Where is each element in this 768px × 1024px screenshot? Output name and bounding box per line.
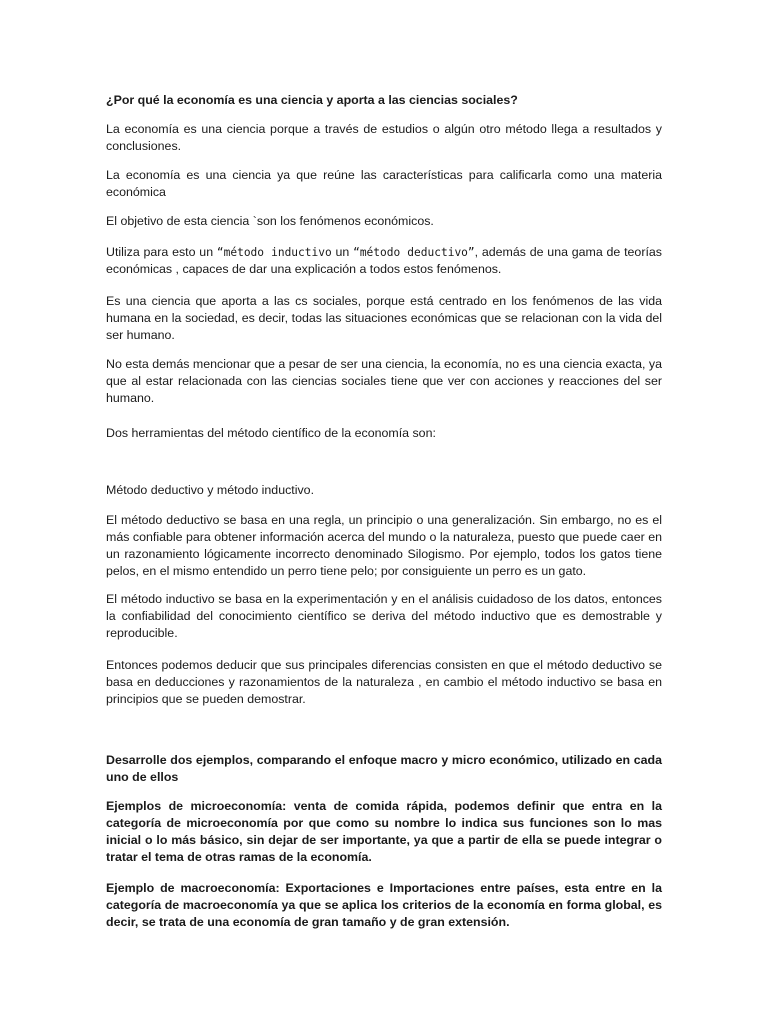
- paragraph-deductive-method: El método deductivo se basa en una regla, un principio o una generalización. Sin embargo, no es el más confiable para obtener información acerca del mundo o la naturaleza, puesto que puede caer en un razonamiento lógicamente incorrecto denominado Silogismo. Por ejemplo, todos los gatos tiene pelos, en el mismo entendido un perro tiene pelo; por consiguiente un perro es un gato.: [106, 513, 662, 578]
- paragraph-differences: Entonces podemos deducir que sus principales diferencias consisten en que el método deductivo se basa en deducciones y razonamientos de la naturaleza , en cambio el método inductivo se basa en principios que se pueden demostrar.: [106, 658, 662, 706]
- paragraph-social-sciences: Es una ciencia que aporta a las cs sociales, porque está centrado en los fenómenos de las vida humana en la sociedad, es decir, todas las situaciones económicas que se relacionan con la vida del ser humano.: [106, 294, 662, 342]
- methods-text-c: un: [331, 245, 354, 259]
- paragraph-methods: [106, 244, 662, 278]
- question-examples: Desarrolle dos ejemplos, comparando el enfoque macro y micro económico, utilizado en cada uno de ellos: [106, 753, 662, 784]
- methods-deductive: “método deductivo”: [353, 246, 475, 259]
- paragraph-characteristics: La economía es una ciencia ya que reúne las características para calificarla como una materia económica: [106, 168, 662, 199]
- paragraph-tools-list: Método deductivo y método inductivo.: [106, 483, 315, 497]
- paragraph-macroeconomics: Ejemplo de macroeconomía: Exportaciones e Importaciones entre países, esta entre en la categoría de macroeconomía ya que se aplica los criterios de la economía en forma global, es decir, se trata de una economía de gran tamaño y de gran extensión.: [106, 881, 662, 929]
- question-heading: ¿Por qué la economía es una ciencia y aporta a las ciencias sociales?: [106, 93, 518, 107]
- methods-inductive: “método inductivo: [216, 246, 332, 259]
- methods-text-a: Utiliza para esto un: [106, 245, 217, 259]
- paragraph-objective: El objetivo de esta ciencia `son los fenómenos económicos.: [106, 214, 434, 228]
- paragraph-not-exact: No esta demás mencionar que a pesar de ser una ciencia, la economía, no es una ciencia exacta, ya que al estar relacionada con las ciencias sociales tiene que ver con acciones y reacciones del ser humano.: [106, 357, 662, 405]
- paragraph-microeconomics: Ejemplos de microeconomía: venta de comida rápida, podemos definir que entra en la categoría de microeconomía por que como su nombre lo indica sus funciones son lo mas inicial o lo más básico, sin dejar de ser importante, ya que a partir de ella se puede integrar o tratar el tema de otras ramas de la economía.: [106, 799, 662, 864]
- paragraph-science-definition: La economía es una ciencia porque a través de estudios o algún otro método llega a resultados y conclusiones.: [106, 122, 662, 153]
- paragraph-tools-intro: Dos herramientas del método científico de la economía son:: [106, 426, 436, 440]
- methods-text-e: , además de una gama de teorías económicas , capaces de dar una explicación a todos estos fenómenos.: [106, 245, 662, 276]
- paragraph-inductive-method: El método inductivo se basa en la experimentación y en el análisis cuidadoso de los datos, entonces la confiabilidad del conocimiento científico se deriva del método inductivo que es demostrable y reproducible.: [106, 592, 662, 640]
